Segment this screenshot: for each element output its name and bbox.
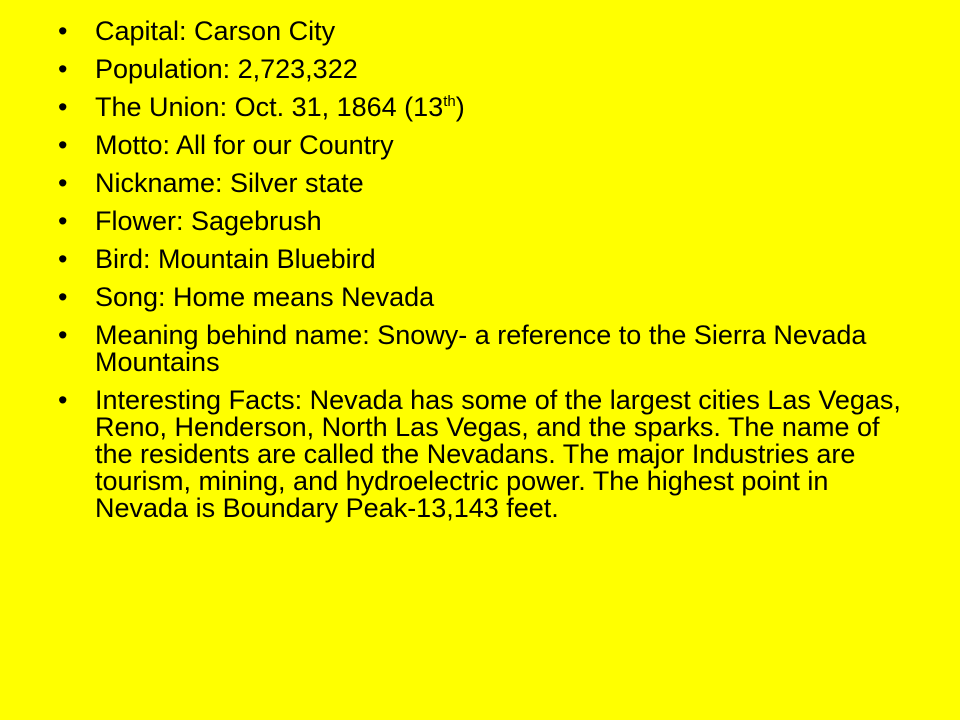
- bullet-icon: •: [58, 244, 68, 274]
- bullet-icon: •: [58, 168, 68, 198]
- list-item-nickname: [58, 170, 918, 197]
- capital-text: Capital: Carson City: [95, 16, 336, 46]
- motto-text: Motto: All for our Country: [95, 130, 394, 160]
- flower-text: Flower: Sagebrush: [95, 206, 322, 236]
- list-item-motto: [58, 132, 918, 159]
- list-item-capital: [58, 18, 918, 45]
- list-item-bird: [58, 246, 918, 273]
- list-item-song: [58, 284, 918, 311]
- bullet-icon: •: [58, 320, 68, 350]
- meaning-text: Meaning behind name: Snowy- a reference to the Sierra Nevada Mountains: [95, 320, 867, 377]
- bullet-icon: •: [58, 282, 68, 312]
- union-text: [95, 92, 465, 122]
- union-text-close: ): [455, 92, 465, 122]
- fact-list: [58, 18, 918, 533]
- population-text: Population: 2,723,322: [95, 54, 358, 84]
- union-ordinal-suffix: th: [443, 93, 456, 110]
- list-item-facts: [58, 387, 918, 522]
- union-text-main: The Union: Oct. 31, 1864 (13: [95, 92, 444, 122]
- list-item-flower: [58, 208, 918, 235]
- bullet-icon: •: [58, 16, 68, 46]
- bullet-icon: •: [58, 92, 68, 122]
- nickname-text: Nickname: Silver state: [95, 168, 364, 198]
- list-item-union: [58, 94, 918, 121]
- bullet-icon: •: [58, 385, 68, 415]
- list-item-meaning: [58, 322, 918, 376]
- song-text: Song: Home means Nevada: [95, 282, 435, 312]
- facts-text: Interesting Facts: Nevada has some of the largest cities Las Vegas, Reno, Henderson, North Las Vegas, and the sparks. The name of the residents are called the Nevadans. The major Industries are tourism, mining, and hydroelectric power. The highest point in Nevada is Boundary Peak-13,143 feet.: [95, 385, 901, 523]
- list-item-population: [58, 56, 918, 83]
- bird-text: Bird: Mountain Bluebird: [95, 244, 376, 274]
- bullet-icon: •: [58, 206, 68, 236]
- bullet-icon: •: [58, 54, 68, 84]
- bullet-icon: •: [58, 130, 68, 160]
